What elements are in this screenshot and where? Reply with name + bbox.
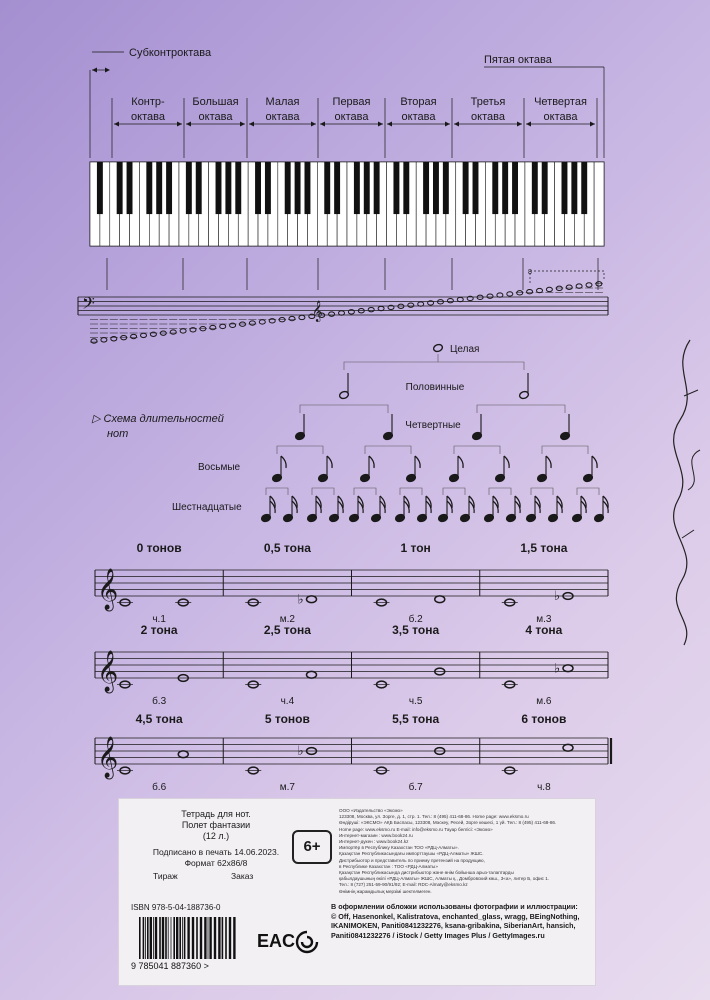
interval-tones: 0,5 тона (263, 541, 311, 555)
black-key (97, 162, 103, 214)
barcode-bar (225, 917, 227, 959)
publisher-line: Өндіруші: «ЭКСМО» АҚБ Баспасы, 123308, Мәскеу, Ресей, Зорге көшесі, 1 үй. Тел.: 8 (495) 411-68-86. (339, 820, 557, 826)
note-head (299, 315, 305, 319)
barcode-bar (214, 917, 216, 959)
sixteenths-label: Шестнадцатые (172, 502, 242, 513)
recycling-eco-icon (294, 929, 320, 955)
note-head (339, 311, 345, 315)
note-head (131, 334, 137, 338)
publisher-line: Импортёр в Республику Казахстан ТОО «РДЦ-Алматы». (339, 845, 459, 851)
note-head (307, 596, 317, 603)
imprint-signed (131, 847, 301, 869)
octave-label: Первая (332, 96, 371, 108)
tree-branch (277, 446, 323, 454)
durations-title: нот (107, 428, 129, 440)
note-head (111, 337, 117, 341)
barcode-bar (155, 917, 157, 959)
imprint-tirazh: Тираж (153, 871, 178, 881)
barcode-bar (150, 917, 152, 959)
note-head (178, 751, 188, 758)
black-key (542, 162, 548, 214)
bass-staff-range (78, 269, 608, 343)
barcode-bar (187, 917, 189, 959)
black-key (146, 162, 152, 214)
barcode-bar (139, 917, 141, 959)
barcode-bar (208, 917, 209, 959)
interval-tones: 0 тонов (136, 541, 182, 555)
octave-label: октава (131, 111, 165, 123)
barcode-bar (222, 917, 224, 959)
barcode-bar (143, 917, 145, 959)
barcode-bar (184, 917, 186, 959)
black-key (186, 162, 192, 214)
note-head (447, 298, 453, 302)
black-key (561, 162, 567, 214)
publisher-line: Home page: www.eksmo.ru E-mail: info@eksmo.ru Тауар белгісі: «Эксмо» (339, 826, 493, 832)
note-head (576, 284, 582, 288)
publisher-line: Өнімнің жарамдылық мерзімі шектелмеген. (339, 888, 432, 894)
note-head (141, 333, 147, 337)
note-head (433, 343, 444, 352)
black-key (512, 162, 518, 214)
black-key (403, 162, 409, 214)
quarters-label: Четвертные (405, 420, 461, 431)
tree-branch (477, 405, 565, 413)
note-head (408, 303, 414, 307)
publisher-line: Интернет-магазин : www.book24.ru (339, 832, 413, 838)
interval-name: ч.4 (280, 696, 295, 707)
interval-tones: 4 тона (525, 623, 563, 637)
barcode-bar (192, 917, 194, 959)
interval-tones: 1 тон (400, 541, 431, 555)
black-key (502, 162, 508, 214)
publisher-line: ООО «Издательство «Эксмо» (339, 808, 403, 813)
whole-label: Целая (450, 344, 480, 355)
barcode-bar (204, 917, 206, 959)
interval-name: м.7 (279, 782, 295, 793)
white-key (594, 162, 604, 246)
black-key (463, 162, 469, 214)
note-durations-tree (91, 343, 608, 522)
note-head (586, 283, 592, 287)
black-key (127, 162, 133, 214)
barcode-bar (200, 917, 202, 959)
note-head (487, 294, 493, 298)
octave-label: октава (334, 111, 369, 123)
interval-name: б.6 (152, 782, 167, 793)
interval-name: б.7 (408, 782, 423, 793)
octave-label: Третья (470, 96, 506, 108)
tree-branch (365, 446, 411, 454)
note-head (329, 312, 335, 316)
note-head (249, 321, 255, 325)
publisher-line: Интернет-дүкен : www.book24.kz (339, 839, 409, 845)
barcode-bar (162, 917, 164, 959)
note-flag (415, 456, 420, 468)
note-flag (281, 456, 286, 468)
interval-name: б.3 (152, 696, 167, 707)
interval-tones: 5 тонов (264, 712, 310, 726)
barcode-number: 9 785041 887360 > (131, 961, 209, 971)
eighths-label: Восьмые (198, 462, 241, 473)
image-credits (331, 902, 593, 940)
black-key (364, 162, 370, 214)
barcode-bar (168, 917, 169, 959)
octave-label: октава (471, 111, 505, 123)
black-key (354, 162, 360, 214)
imprint-title-line: Тетрадь для нот. (181, 809, 251, 819)
treble-clef-icon: 𝄞 (97, 568, 119, 609)
isbn: ISBN 978-5-04-188736-0 (131, 903, 221, 912)
black-key (433, 162, 439, 214)
barcode-bar (165, 917, 167, 959)
publisher-line: Қазақстан Республикасындағы импорттаушы «РДЦ-Алматы» ЖШС. (339, 851, 484, 857)
credits-title: В оформлении обложки использованы фотографии и иллюстрации: (331, 902, 578, 911)
interval-tones: 1,5 тона (520, 541, 568, 555)
imprint-zakaz: Заказ (231, 871, 254, 881)
intervals-staves (95, 541, 611, 793)
octave-label: Вторая (400, 96, 437, 108)
handwritten-signature (660, 330, 710, 650)
note-head (457, 297, 463, 301)
imprint-signed-line: Подписано в печать 14.06.2023. (152, 847, 280, 857)
black-key (235, 162, 241, 214)
note-head (368, 307, 374, 311)
publisher-info (339, 808, 589, 895)
publisher-line: Дистрибьютор и представитель по приему претензий на продукцию, (339, 857, 485, 863)
tree-branch (542, 446, 588, 454)
imprint-title-line: (12 л.) (202, 831, 230, 841)
flat-sign: ♭ (297, 591, 304, 607)
black-key (285, 162, 291, 214)
tree-branch (300, 405, 388, 413)
black-key (156, 162, 162, 214)
barcode-bar (171, 917, 172, 959)
barcode-bar (147, 917, 149, 959)
barcode-bar (229, 917, 231, 959)
durations-title: ▷ Схема длительностей (92, 413, 224, 425)
tree-branch (454, 446, 500, 454)
interval-name: ч.5 (408, 696, 423, 707)
black-key (374, 162, 380, 214)
black-key (492, 162, 498, 214)
black-key (393, 162, 399, 214)
barcode-bar (153, 917, 154, 959)
note-flag (504, 456, 509, 468)
note-head (220, 324, 226, 328)
interval-tones: 4,5 тона (135, 712, 183, 726)
black-key (225, 162, 231, 214)
black-key (196, 162, 202, 214)
black-key (423, 162, 429, 214)
tree-branch (354, 488, 376, 495)
note-flag (546, 456, 551, 468)
note-head (435, 596, 445, 603)
tree-branch (577, 488, 599, 495)
note-head (378, 306, 384, 310)
note-flag (369, 456, 374, 468)
note-flag (592, 456, 597, 468)
barcode-bar (159, 917, 161, 959)
interval-name: б.2 (408, 614, 423, 625)
barcode-bar (173, 917, 175, 959)
note-flag (458, 456, 463, 468)
publisher-line: қабылдаушының өкілі «РДЦ-Алматы» ЖШС, Алматы қ., Домбровский көш., 3«а», литер Б, офис 1. (339, 876, 550, 882)
barcode-bar (233, 917, 235, 959)
piano-keyboard (90, 162, 604, 290)
tree-branch (266, 488, 288, 495)
barcode-bar (176, 917, 178, 959)
publisher-line: в Республике Казахстан : ТОО «РДЦ-Алматы» (339, 863, 438, 869)
black-key (166, 162, 172, 214)
fifth-octave-label: Пятая октава (484, 54, 552, 66)
interval-tones: 6 тонов (521, 712, 567, 726)
tree-branch (312, 488, 334, 495)
interval-name: м.3 (536, 614, 552, 625)
halves-label: Половинные (405, 382, 465, 393)
imprint-title-line: Полет фантазии (181, 820, 251, 830)
note-head (507, 292, 513, 296)
black-key (334, 162, 340, 214)
publisher-line: 123308, Москва, ул. Зорге, д. 1, стр. 1. Тел.: 8 (495) 411-68-86. Home page: www.eksmo.ru (339, 814, 529, 820)
tree-branch (443, 488, 465, 495)
octave-label: октава (198, 111, 233, 123)
subcontra-label: Субконтроктава (129, 47, 212, 59)
black-key (571, 162, 577, 214)
barcode-bar (209, 917, 211, 959)
treble-clef-icon: 𝄞 (97, 736, 119, 777)
note-head (517, 291, 523, 295)
octave-label: Большая (192, 96, 239, 108)
black-key (443, 162, 449, 214)
octave-label: Четвертая (534, 96, 587, 108)
barcode-bar (179, 917, 181, 959)
octave-label: октава (265, 111, 300, 123)
note-head (556, 286, 562, 290)
flat-sign: ♭ (297, 743, 304, 758)
svg-text:EAC: EAC (257, 931, 296, 951)
note-head (91, 339, 97, 343)
barcode-bar (182, 917, 183, 959)
ottava-mark: 8 (528, 269, 532, 276)
flat-sign: ♭ (554, 660, 561, 676)
interval-name: ч.1 (152, 614, 166, 625)
octave-label: Малая (265, 96, 300, 108)
interval-name: ч.8 (537, 782, 551, 793)
treble-clef-icon: 𝄞 (97, 650, 119, 691)
black-key (216, 162, 222, 214)
note-head (546, 287, 552, 291)
black-key (117, 162, 123, 214)
interval-tones: 2,5 тона (263, 623, 311, 637)
publisher-line: Қазақстан Республикасында дистрибьютор және өнім бойынша арыз-талаптарды (339, 870, 514, 876)
barcode-bar (218, 917, 220, 959)
black-key (295, 162, 301, 214)
note-head (101, 338, 107, 342)
note-head (497, 293, 503, 297)
note-head (527, 290, 533, 294)
note-flag (327, 456, 332, 468)
black-key (532, 162, 538, 214)
credits-body: © Off, Hasenonkel, Kalistratova, enchanted_glass, wragg, BEingNothing, IKANIMOKEN, Paniti0841232276, ksana-gribakina, SiberianArt, hansich, Paniti0841232276 / iStock / Getty Images Plus / GettyImages.ru (331, 911, 580, 940)
imprint-title (131, 809, 301, 842)
interval-name: м.6 (536, 696, 552, 707)
note-head (210, 325, 216, 329)
interval-name: м.2 (279, 614, 295, 625)
imprint-panel (118, 798, 596, 986)
note-head (150, 332, 156, 336)
octave-label: Контр- (131, 96, 165, 108)
note-head (259, 320, 265, 324)
bass-clef-icon: 𝄢 (82, 295, 95, 317)
tree-branch (344, 362, 524, 370)
note-head (307, 671, 317, 678)
flat-sign: ♭ (554, 588, 561, 603)
note-head (596, 282, 602, 286)
note-head (566, 285, 572, 289)
imprint-format-line: Формат 62х86/8 (184, 858, 248, 868)
note-head (170, 330, 176, 334)
note-head (563, 665, 573, 672)
interval-tones: 3,5 тона (392, 623, 440, 637)
octave-labels (90, 47, 604, 158)
barcode (131, 915, 243, 971)
octave-label: октава (543, 111, 578, 123)
interval-tones: 2 тона (140, 623, 178, 637)
black-key (265, 162, 271, 214)
tree-branch (531, 488, 553, 495)
black-key (304, 162, 310, 214)
publisher-line: Тел.: 8 (727) 251-59-90/91/92; E-mail: RDC-Almaty@eksmo.kz (339, 882, 468, 888)
note-head (418, 302, 424, 306)
barcode-bar (145, 917, 146, 959)
ottava-bracket (530, 271, 604, 283)
tree-branch (489, 488, 511, 495)
age-rating-badge: 6+ (292, 830, 332, 864)
black-key (473, 162, 479, 214)
treble-clef-icon: 𝄞 (312, 301, 323, 321)
note-head (537, 288, 543, 292)
black-key (581, 162, 587, 214)
black-key (324, 162, 330, 214)
note-head (180, 329, 186, 333)
note-head (289, 316, 295, 320)
eac-mark-icon (257, 929, 296, 951)
barcode-bar (196, 917, 198, 959)
octave-label: октава (401, 111, 436, 123)
interval-tones: 5,5 тона (392, 712, 440, 726)
note-head (563, 744, 573, 751)
black-key (255, 162, 261, 214)
tree-branch (400, 488, 422, 495)
